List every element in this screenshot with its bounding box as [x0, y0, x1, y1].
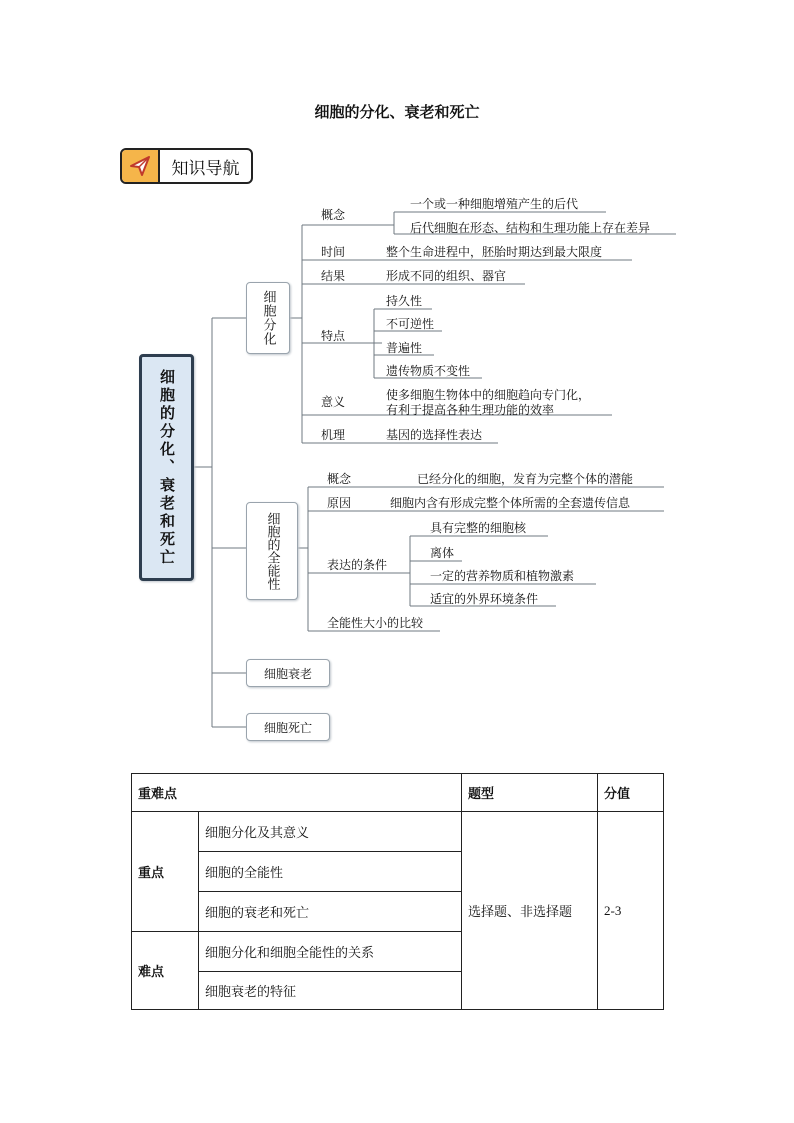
knowledge-nav-label: 知识导航: [171, 158, 240, 179]
diff-concept-item: 后代细胞在形态、结构和生理功能上存在差异: [410, 221, 651, 235]
diff-mechanism-text: 基因的选择性表达: [386, 428, 483, 442]
diff-concept-label: 概念: [321, 208, 346, 222]
diff-mechanism-label: 机理: [321, 428, 346, 442]
diff-time-text: 整个生命进程中，胚胎时期达到最大限度: [386, 245, 603, 259]
diff-significance-label: 意义: [321, 395, 346, 409]
key-points-table: [131, 773, 664, 1010]
diff-feature-item: 持久性: [386, 294, 423, 308]
diff-significance-line2: 有利于提高各种生理功能的效率: [386, 403, 555, 417]
node-aging: [246, 659, 330, 687]
node-differentiation: [246, 282, 290, 354]
toti-concept-text: 已经分化的细胞，发育为完整个体的潜能: [417, 472, 634, 486]
table-cell: 细胞的全能性: [199, 852, 462, 892]
table-cell: 细胞分化和细胞全能性的关系: [199, 932, 462, 972]
node-aging-label: 细胞衰老: [263, 666, 312, 681]
table-header-cell: 重难点: [132, 774, 462, 812]
difficult-label-cell: 难点: [132, 932, 199, 1010]
node-differentiation-label: 细胞分化: [260, 290, 276, 346]
toti-condition-item: 一定的营养物质和植物激素: [430, 569, 575, 583]
toti-condition-item: 离体: [430, 546, 455, 560]
table-row: [132, 812, 664, 852]
toti-concept-label: 概念: [327, 472, 352, 486]
table-cell: 细胞分化及其意义: [199, 812, 462, 852]
node-death: [246, 713, 330, 741]
diff-result-text: 形成不同的组织、器官: [386, 269, 507, 283]
table-header-cell: 题型: [462, 774, 598, 812]
toti-condition-item: 适宜的外界环境条件: [430, 592, 539, 606]
mindmap-root-label: 细胞的分化、衰老和死亡: [158, 368, 176, 567]
diff-feature-item: 不可逆性: [386, 317, 435, 331]
diff-significance-line1: 使多细胞生物体中的细胞趋向专门化，: [386, 388, 591, 402]
toti-reason-text: 细胞内含有形成完整个体所需的全套遗传信息: [390, 496, 631, 510]
table-header-cell: 分值: [598, 774, 664, 812]
diff-feature-item: 遗传物质不变性: [386, 364, 471, 378]
score-cell: 2-3: [598, 812, 664, 1010]
diff-feature-item: 普遍性: [386, 341, 423, 355]
node-totipotency-label: 细胞的全能性: [264, 512, 280, 590]
diff-result-label: 结果: [321, 269, 346, 283]
question-type-cell: 选择题、非选择题: [462, 812, 598, 1010]
diff-features-label: 特点: [321, 329, 346, 343]
table-cell: 细胞衰老的特征: [199, 972, 462, 1010]
table-cell: 细胞的衰老和死亡: [199, 892, 462, 932]
node-death-label: 细胞死亡: [263, 720, 312, 735]
diff-concept-item: 一个或一种细胞增殖产生的后代: [410, 197, 579, 211]
table-header-row: [132, 774, 664, 812]
toti-reason-label: 原因: [327, 496, 352, 510]
toti-condition-item: 具有完整的细胞核: [430, 521, 527, 535]
diff-time-label: 时间: [321, 245, 346, 259]
node-totipotency: [246, 502, 298, 600]
toti-comparison-label: 全能性大小的比较: [327, 616, 424, 630]
page-title: 细胞的分化、衰老和死亡: [314, 103, 480, 121]
key-label-cell: 重点: [132, 812, 199, 932]
toti-conditions-label: 表达的条件: [327, 558, 388, 572]
mindmap-root: [139, 354, 194, 581]
